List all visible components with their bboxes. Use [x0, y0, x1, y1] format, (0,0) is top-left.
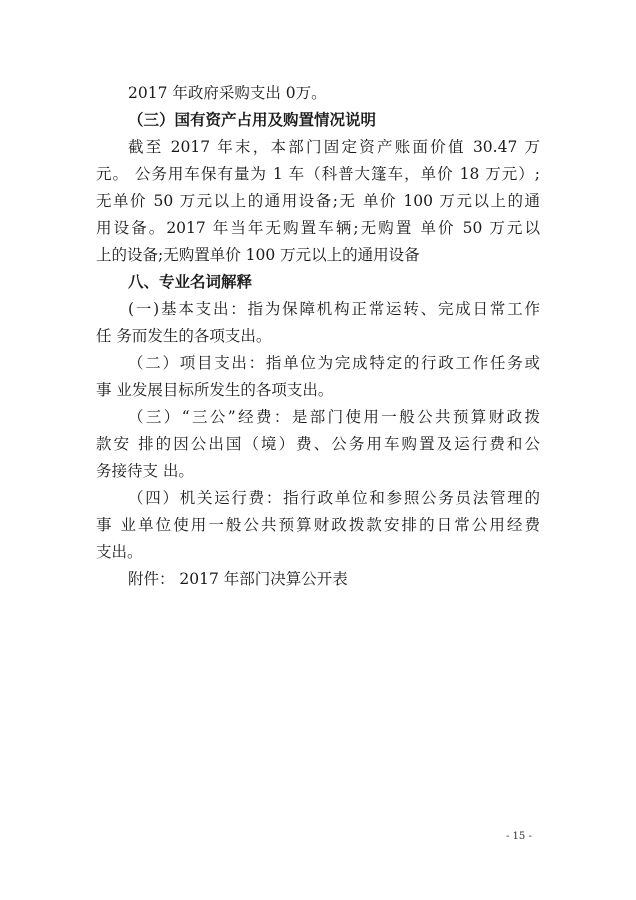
text-line-basic-expense-2: 任 务而发生的各项支出。 [96, 327, 272, 345]
text-line-project-expense-1: （二）项目支出：指单位为完成特定的行政工作任务或 [128, 354, 540, 372]
text-line-three-public-1: （三）“三公”经费：是部门使用一般公共预算财政拨 [128, 408, 540, 426]
attachment-line: 附件： 2017 年部门决算公开表 [128, 570, 348, 588]
section-heading-assets: （三）国有资产占用及购置情况说明 [128, 110, 377, 129]
text-line-project-expense-2: 事 业发展目标所发生的各项支出。 [96, 381, 334, 399]
text-line-assets-2: 元。 公务用车保有量为 1 车（科普大篷车，单价 18 万元）; [96, 165, 540, 183]
text-line-procurement: 2017 年政府采购支出 0万。 [128, 84, 327, 102]
text-line-assets-5: 上的设备;无购置单价 100 万元以上的通用设备 [96, 246, 420, 264]
text-line-assets-3: 无单价 50 万元以上的通用设备;无 单价 100 万元以上的通 [96, 192, 540, 210]
text-line-assets-4: 用设备。2017 年当年无购置车辆;无购置 单价 50 万元以 [96, 219, 540, 237]
text-line-basic-expense-1: (一)基本支出：指为保障机构正常运转、完成日常工作 [128, 300, 540, 318]
page-number: - 15 - [506, 831, 532, 842]
text-line-operating-expense-1: （四）机关运行费：指行政单位和参照公务员法管理的 [128, 489, 540, 507]
text-line-operating-expense-2: 事 业单位使用一般公共预算财政拨款安排的日常公用经费 [96, 516, 540, 534]
text-line-assets-1: 截至 2017 年末，本部门固定资产账面价值 30.47 万 [128, 138, 540, 156]
section-heading-terms: 八、专业名词解释 [128, 272, 253, 291]
text-line-operating-expense-3: 支出。 [96, 543, 143, 561]
text-line-three-public-2: 款安 排的因公出国（境）费、公务用车购置及运行费和公 [96, 435, 540, 453]
text-line-three-public-3: 务接待支 出。 [96, 462, 194, 480]
